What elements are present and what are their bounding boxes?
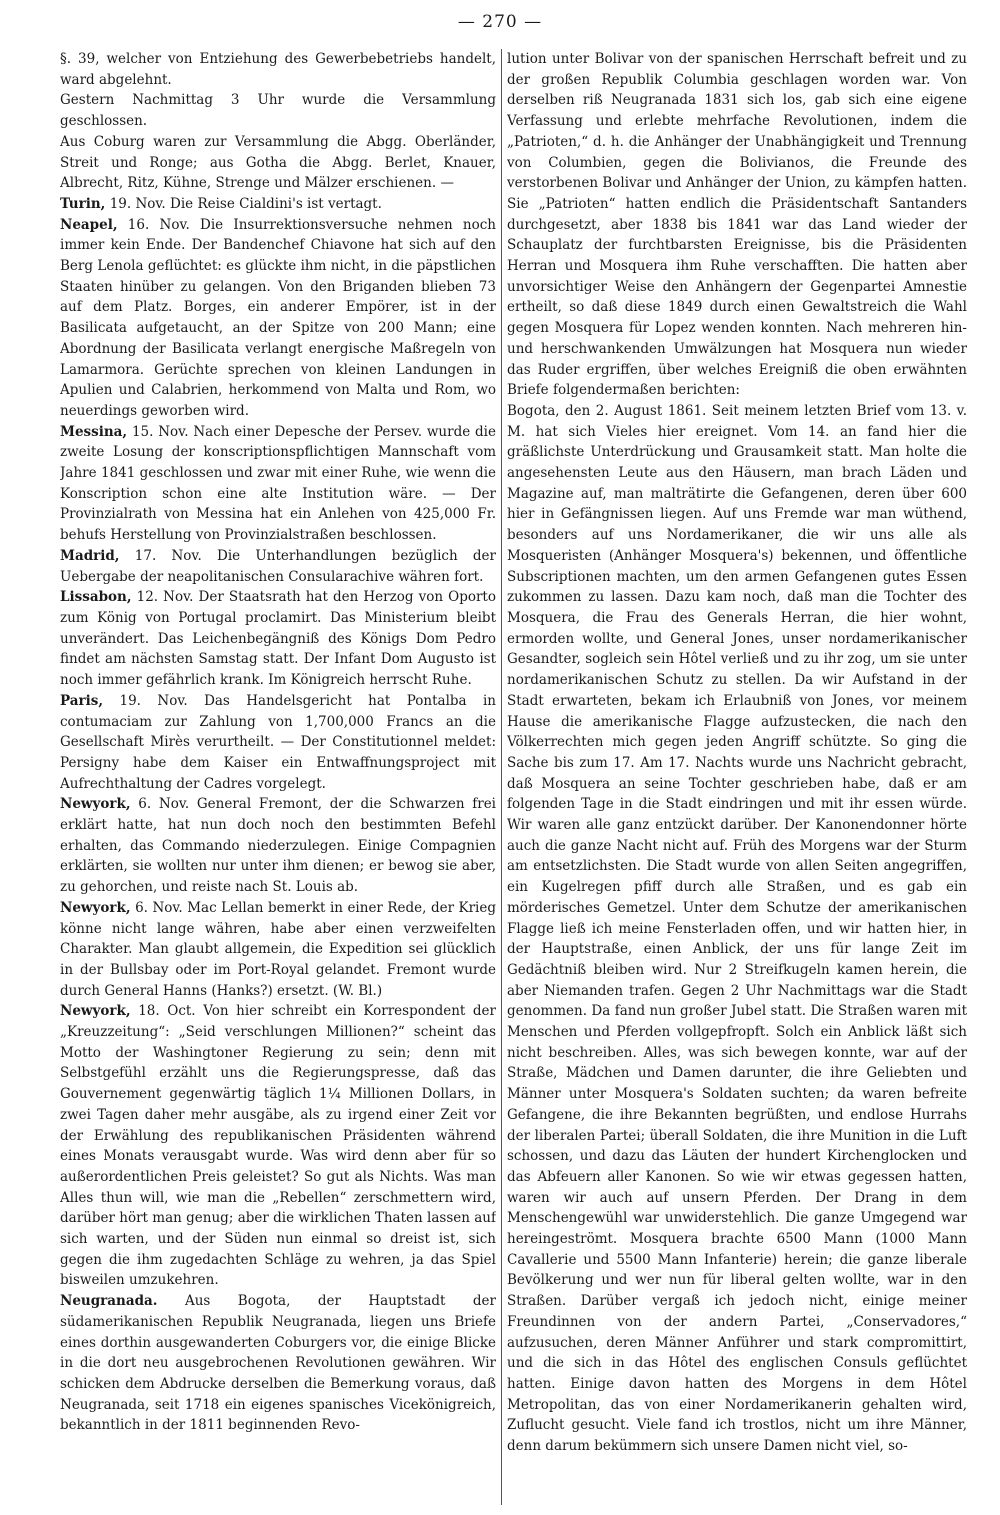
- article-place: Newyork,: [60, 899, 131, 916]
- article-paragraph: [60, 215, 496, 422]
- page-number: — 270 —: [457, 12, 543, 32]
- article-paragraph: [507, 49, 967, 401]
- article-place: Neugranada.: [60, 1293, 158, 1310]
- article-paragraph: [60, 132, 496, 194]
- article-date: 6. Nov.: [135, 899, 183, 916]
- article-body: §. 39, welcher von Entziehung des Gewerbebetriebs handelt, ward abgelehnt.: [60, 51, 496, 88]
- article-body: Die Insurrektionsversuche nehmen noch immer kein Ende. Der Bandenchef Chiavone hat sich auf den Berg Lenola geflüchtet: es glückte ihm nicht, in die päpstlichen Staaten hinüber zu gelangen. Von den Briganden blieben 73 auf dem Platz. Borges, ein anderer Empörer, ist in der Basilicata aufgetaucht, an der Spitze von 200 Mann; eine Abordnung der Basilicata verlangt energische Maßregeln von Lamarmora. Gerüchte sprechen von kleinen Landungen in Apulien und Calabrien, herkommend von Malta und Rom, wo neuerdings geworben wird.: [60, 216, 496, 419]
- article-paragraph: [60, 546, 496, 587]
- article-body: Die Unterhandlungen bezüglich der Uebergabe der neapolitanischen Consularachive währen fort.: [60, 547, 496, 585]
- article-paragraph: [60, 49, 496, 90]
- article-date: 17. Nov.: [134, 547, 202, 564]
- article-date: 18. Oct.: [138, 1003, 196, 1020]
- article-paragraph: [60, 587, 496, 691]
- article-place: Madrid,: [60, 547, 120, 564]
- article-body: Aus Coburg waren zur Versammlung die Abgg. Oberländer, Streit und Ronge; aus Gotha die Abgg. Berlet, Knauer, Albrecht, Ritz, Kühne, Strenge und Mälzer erschienen. —: [60, 133, 496, 192]
- article-place: Newyork,: [60, 796, 131, 813]
- right-column: [507, 49, 967, 1507]
- article-body: Die Reise Cialdini's ist vertagt.: [170, 195, 382, 212]
- article-date: 19. Nov.: [109, 195, 166, 212]
- article-body: Mac Lellan bemerkt in einer Rede, der Krieg könne nicht lange währen, habe aber einen verzweifelten Charakter. Man glaubt allgemein, die Expedition sei glücklich in der Bullsbay oder im Port-Royal gelandet. Fremont wurde durch General Hanns (Hanks?) ersetzt. (W. Bl.): [60, 899, 496, 999]
- article-body: Von hier schreibt ein Korrespondent der „Kreuzzeitung“: „Seid verschlungen Millionen?“ scheint das Motto der Washingtoner Regierung zu sein; denn mit Selbstgefühl erzählt uns die Regierungspresse, daß das Gouvernement gegenwärtig täglich 1¼ Millionen Dollars, in zwei Tagen daher mehr ausgäbe, als zu irgend einer Zeit vor der Erwählung des republikanischen Präsidenten während eines Monats verausgabt wurde. Was wird denn aber für so außerordentlichen Preis geleistet? So gut als Nichts. Was man Alles thun will, wie man die „Rebellen“ zerschmettern wird, darüber hört man genug; aber die wirklichen Thaten lassen auf sich warten, und der Süden nun einmal so dreist ist, sich gegen die ihm zugedachten Schläge zu wehren, ja das Spiel bisweilen umzukehren.: [60, 1003, 496, 1289]
- left-column: [60, 49, 496, 1507]
- article-place: Turin,: [60, 195, 106, 212]
- article-paragraph: [60, 794, 496, 898]
- article-paragraph: [60, 691, 496, 795]
- article-date: 6. Nov.: [138, 796, 190, 813]
- article-place: Newyork,: [60, 1003, 131, 1020]
- article-body: Nach einer Depesche der Persev. wurde die zweite Losung der konscriptionspflichtigen Mannschaft vom Jahre 1841 geschlossen und zwar mit einer Ruhe, wie wenn die Konscription schon eine alte Institution wäre. — Der Provinzialrath von Messina hat ein Anlehen von 425,000 Fr. behufs Herstellung von Provinzialstraßen beschlossen.: [60, 423, 496, 544]
- article-body: lution unter Bolivar von der spanischen Herrschaft befreit und zu der großen Republik Columbia geschlagen worden war. Von derselben riß Neugranada 1831 sich los, gab sich eine eigene Verfassung und erlebte mehrfache Revolutionen, indem die „Patrioten,“ d. h. die Anhänger der Unabhängigkeit und Trennung von Columbien, gegen die Bolivianos, die Freunde des verstorbenen Bolivar und Anhänger der Union, zu kämpfen hatten. Sie „Patrioten“ hatten endlich die Präsidentschaft Santanders durchgesetzt, aber 1838 bis 1841 war das Land wieder der Schauplatz der furchtbarsten Ereignisse, bis die Präsidenten Herran und Mosquera ihm Ruhe verschafften. Die hatten aber unvorsichtiger Weise den Anhängern der Gegenpartei Amnestie ertheilt, so daß diese 1849 durch einen Gewaltstreich die Wahl gegen Mosquera für Lopez wenden konnten. Nach mehreren hin- und herschwankenden Umwälzungen hat Mosquera nun wieder das Ruder ergriffen, über welches Ereigniß die oben erwähnten Briefe folgendermaßen berichten:: [507, 51, 967, 399]
- article-body: Aus Bogota, der Hauptstadt der südamerikanischen Republik Neugranada, liegen uns Briefe eines dorthin ausgewanderten Coburgers vor, die einige Blicke in die dort neu ausgebrochenen Revolutionen gewähren. Wir schicken dem Abdrucke derselben die Bemerkung voraus, daß Neugranada, seit 1718 ein eigenes spanisches Vicekönigreich, bekanntlich in der 1811 beginnenden Revo-: [60, 1293, 496, 1434]
- article-paragraph: [60, 194, 496, 215]
- article-paragraph: [507, 401, 967, 1457]
- article-paragraph: [60, 422, 496, 546]
- article-place: Lissabon,: [60, 589, 132, 606]
- article-body: Gestern Nachmittag 3 Uhr wurde die Versammlung geschlossen.: [60, 92, 496, 130]
- article-body: Bogota, den 2. August 1861. Seit meinem letzten Brief vom 13. v. M. hat sich Vieles hier ereignet. Vom 14. an fand hier die gräßlichste Unterdrückung und Grausamkeit statt. Man holte die angesehensten Leute aus den Häusern, man brach Läden und Magazine auf, man malträtirte die Gefangenen, deren über 600 hier in Gefängnissen liegen. Auf uns Fremde war man wüthend, besonders auf uns Nordamerikaner, die wir uns alle als Mosqueristen (Anhänger Mosquera's) bekennen, und öffentliche Subscriptionen machten, um den armen Gefangenen gutes Essen zukommen zu lassen. Dazu kam noch, daß man die Tochter des Mosquera, die Frau des Generals Herran, die hier wohnt, ermorden wollte, und General Jones, unser nordamerikanischer Gesandter, sogleich sein Hôtel verließ und zu ihr zog, um sie unter nordamerikanischen Schutz zu stellen. Da wir Aufstand in der Stadt erwarteten, bekam ich Erlaubniß von Jones, vor meinem Hause die amerikanische Flagge aufzustecken, die nach den Völkerrechten mich gegen jeden Angriff schützte. So ging die Sache bis zum 17. Am 17. Nachts wurde uns Nachricht gebracht, daß Mosquera an seine Tochter geschrieben habe, daß er am folgenden Tage in die Stadt eindringen und mit ihr essen würde. Wir waren alle ganz entzückt darüber. Der Kanonendonner hörte auch die ganze Nacht nicht auf. Früh des Morgens war der Sturm am entsetzlichsten. Die Stadt wurde von allen Seiten angegriffen, ein Kugelregen pfiff durch alle Straßen, und es gab ein mörderisches Gemetzel. Unter dem Schutze der amerikanischen Flagge ließ ich meine Fensterladen offen, und wir hatten hier, in der Hauptstraße, einen Anblick, der uns für lange Zeit im Gedächtniß bleiben wird. Nur 2 Streifkugeln kamen herein, die aber Niemanden trafen. Gegen 2 Uhr Nachmittags war die Stadt genommen. Da fand nun großer Jubel statt. Die Straßen waren mit Menschen und Pferden vollgepfropft. Solch ein Anblick läßt sich nicht beschreiben. Alles, was sich bewegen konnte, war auf der Straße, Mädchen und Damen darunter, die ihre Geliebten und Männer unter Mosquera's Soldaten suchten; da waren befreite Gefangene, die ihre Bekannten begrüßten, und endlose Hurrahs der liberalen Partei; überall Soldaten, die ihre Munition in die Luft schossen, und dazu das Läuten der hundert Kirchenglocken und das Abfeuern aller Kanonen. So wie wir etwas gegessen hatten, waren wir auch auf unsern Pferden. Der Drang in dem Menschengewühl war unwiderstehlich. Die ganze Umgegend war hereingeströmt. Mosquera brachte 6500 Mann (1000 Mann Cavallerie und 5500 Mann Infanterie) herein; die ganze liberale Bevölkerung und wer nun für liberal gelten wollte, war in den Straßen. Darüber vergaß ich jedoch nicht, einige meiner Freundinnen von der andern Partei, „Conservadores,“ aufzusuchen, deren Männer Anführer und stark compromittirt, und die sich in das Hôtel des englischen Consuls geflüchtet hatten. Einige davon hatten des Morgens in dem Hôtel Metropolitan, das von einer Nordamerikanerin gehalten wird, Zuflucht gesucht. Viele fand ich trostlos, nicht um ihre Männer, denn darum bekümmern sich unsere Damen nicht viel, so-: [507, 402, 967, 1455]
- article-date: 12. Nov.: [136, 589, 194, 606]
- article-place: Messina,: [60, 423, 128, 440]
- article-date: 16. Nov.: [127, 216, 190, 233]
- article-date: 15. Nov.: [131, 423, 189, 440]
- article-paragraph: [60, 90, 496, 131]
- article-date: 19. Nov.: [119, 692, 188, 709]
- article-body: Das Handelsgericht hat Pontalba in contumaciam zur Zahlung von 1,700,000 Francs an die Gesellschaft Mirès verurtheilt. — Der Constitutionnel meldet: Persigny habe dem Kaiser ein Entwaffnungsproject mit Aufrechthaltung der Cadres vorgelegt.: [60, 692, 496, 792]
- article-paragraph: [60, 1001, 496, 1291]
- column-divider: [501, 49, 502, 1505]
- article-body: Der Staatsrath hat den Herzog von Oporto zum König von Portugal proclamirt. Das Ministerium bleibt unverändert. Das Leichenbegängniß des Königs Dom Pedro findet am nächsten Samstag statt. Der Infant Dom Augusto ist noch immer gefährlich krank. Im Königreich herrscht Ruhe.: [60, 589, 496, 689]
- article-paragraph: [60, 1291, 496, 1436]
- article-place: Neapel,: [60, 216, 118, 233]
- article-body: General Fremont, der die Schwarzen frei erklärt hatte, hat nun doch noch den bestimmten Befehl erhalten, das Commando niederzulegen. Einige Compagnien erklärten, sie wollten nur unter ihm dienen; er bewog sie aber, zu gehorchen, und reiste nach St. Louis ab.: [60, 796, 496, 896]
- article-place: Paris,: [60, 692, 104, 709]
- article-paragraph: [60, 898, 496, 1002]
